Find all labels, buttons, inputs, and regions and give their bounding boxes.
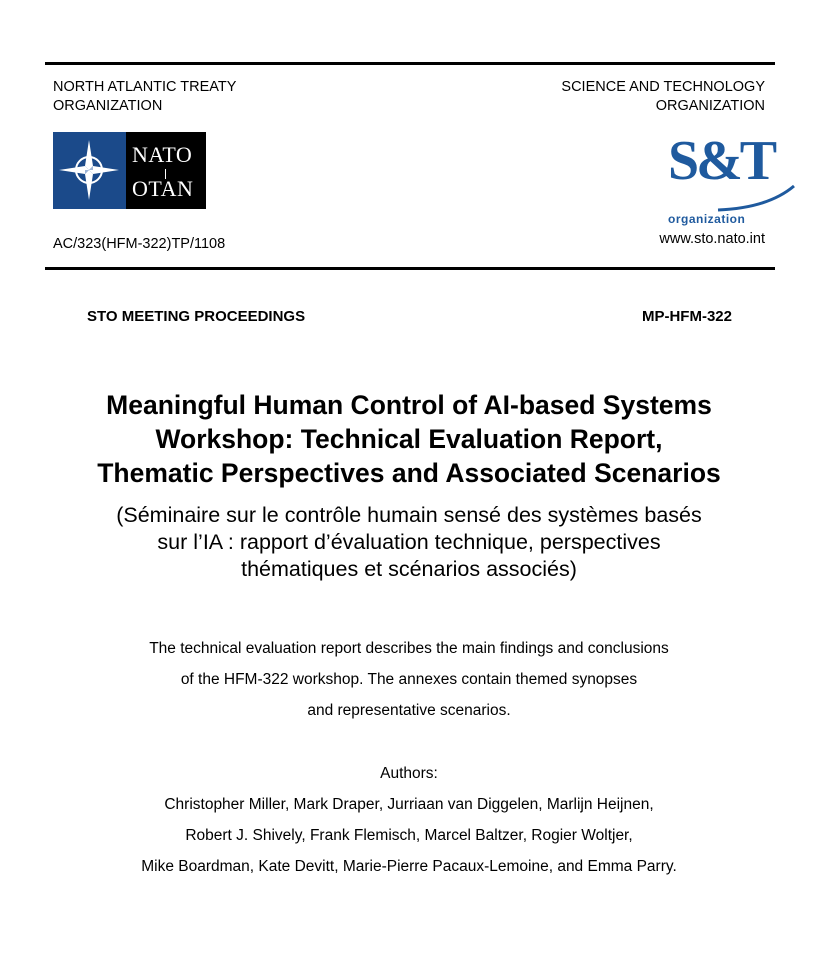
nato-wordmark xyxy=(126,132,206,209)
authors-label: Authors: xyxy=(380,765,438,782)
bottom-rule xyxy=(45,267,775,270)
abstract-line-2: of the HFM-322 workshop. The annexes contain themed synopses xyxy=(180,671,638,688)
sto-org-name xyxy=(561,78,765,116)
french-title-line-1: (Séminaire sur le contrôle humain sensé des systèmes basés xyxy=(116,503,702,527)
authors-line-3: Mike Boardman, Kate Devitt, Marie-Pierre Pacaux-Lemoine, and Emma Parry. xyxy=(141,858,677,875)
sto-website-link[interactable]: www.sto.nato.int xyxy=(659,231,765,247)
nato-wordmark-line-1: NATO xyxy=(132,142,193,167)
title-line-3: Thematic Perspectives and Associated Scenarios xyxy=(97,458,721,488)
nato-org-line-1: NORTH ATLANTIC TREATY xyxy=(53,79,237,95)
abstract xyxy=(0,633,818,726)
abstract-line-1: The technical evaluation report describes the main findings and conclusions xyxy=(149,640,669,657)
nato-logo xyxy=(53,132,206,209)
publication-series: STO MEETING PROCEEDINGS xyxy=(87,308,306,325)
nato-compass-icon xyxy=(53,132,126,209)
authors-block xyxy=(0,758,818,882)
sto-logo-mark: S&T xyxy=(668,130,775,192)
french-title xyxy=(0,502,818,583)
authors-line-1: Christopher Miller, Mark Draper, Jurriaan van Diggelen, Marlijn Heijnen, xyxy=(164,796,654,813)
document-code: AC/323(HFM-322)TP/1108 xyxy=(53,236,226,252)
nato-wordmark-line-2: OTAN xyxy=(132,176,194,201)
sto-logo-subtext: organization xyxy=(668,212,746,226)
sto-logo xyxy=(658,128,798,230)
document-title xyxy=(0,388,818,490)
french-title-line-3: thématiques et scénarios associés) xyxy=(241,557,577,581)
authors-line-2: Robert J. Shively, Frank Flemisch, Marcel Baltzer, Rogier Woltjer, xyxy=(185,827,633,844)
title-line-2: Workshop: Technical Evaluation Report, xyxy=(155,424,663,454)
top-rule xyxy=(45,62,775,65)
sto-org-line-2: ORGANIZATION xyxy=(655,98,765,114)
french-title-line-2: sur l’IA : rapport d’évaluation technique, perspectives xyxy=(157,530,661,554)
nato-org-line-2: ORGANIZATION xyxy=(53,98,163,114)
abstract-line-3: and representative scenarios. xyxy=(307,702,511,719)
nato-org-name xyxy=(53,78,236,116)
publication-number: MP-HFM-322 xyxy=(641,308,732,325)
title-line-1: Meaningful Human Control of AI-based Systems xyxy=(106,390,712,420)
sto-org-line-1: SCIENCE AND TECHNOLOGY xyxy=(561,79,765,95)
